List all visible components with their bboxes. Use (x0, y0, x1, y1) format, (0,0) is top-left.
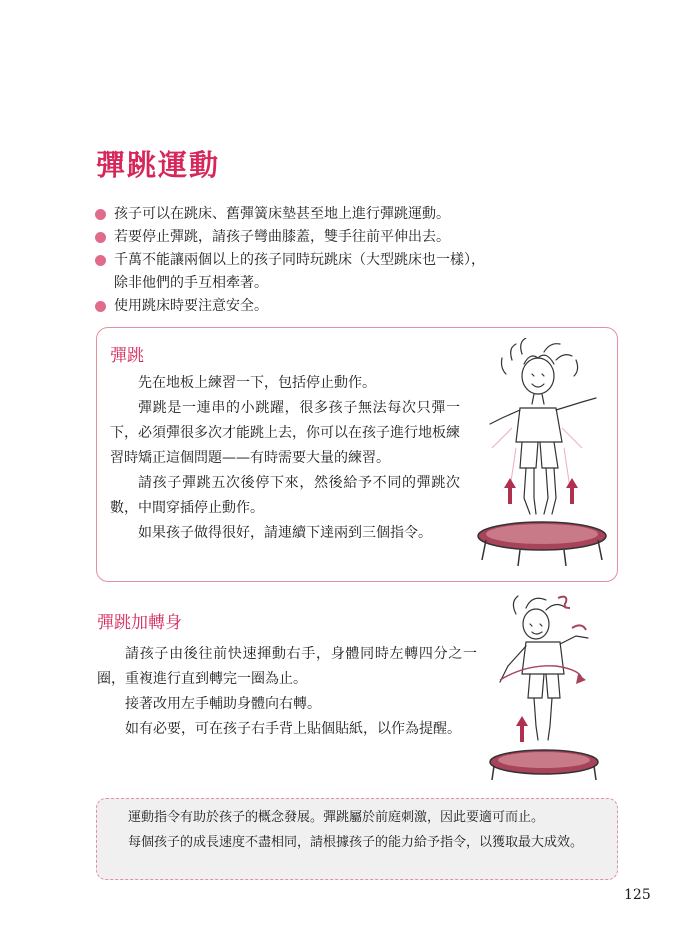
bullet-list (94, 203, 564, 318)
tip-note-text (128, 805, 598, 855)
section-title-bounce-turn: 彈跳加轉身 (97, 613, 182, 633)
bullet-dot-icon (95, 209, 106, 220)
child-trampoline-illustration (472, 338, 612, 570)
note-line: 運動指令有助於孩子的概念發展。彈跳屬於前庭刺激，因此要適可而止。 (128, 810, 545, 825)
page-number: 125 (624, 887, 651, 903)
bullet-dot-icon (95, 301, 106, 312)
section-title-bounce: 彈跳 (110, 346, 144, 366)
bullet-item: 使用跳床時要注意安全。 (94, 295, 564, 318)
section-body-bounce-turn (97, 642, 477, 742)
paragraph: 請孩子由後往前快速揮動右手，身體同時左轉四分之一圈，重複進行直到轉完一圈為止。 (97, 646, 477, 687)
bullet-item: 若要停止彈跳，請孩子彎曲膝蓋，雙手往前平伸出去。 (94, 226, 564, 249)
paragraph: 彈跳是一連串的小跳躍，很多孩子無法每次只彈一下，必須彈很多次才能跳上去，你可以在孩子進行地板練習時矯正這個問題——有時需要大量的練習。 (110, 400, 460, 466)
bullet-item: 孩子可以在跳床、舊彈簧床墊甚至地上進行彈跳運動。 (94, 203, 564, 226)
section-body-bounce (110, 371, 460, 546)
paragraph: 先在地板上練習一下，包括停止動作。 (138, 375, 376, 391)
note-line: 每個孩子的成長速度不盡相同，請根據孩子的能力給予指令，以獲取最大成效。 (128, 835, 584, 850)
bullet-dot-icon (95, 255, 106, 266)
page-title: 彈跳運動 (96, 148, 221, 182)
bullet-continuation: 除非他們的手互相牽著。 (114, 275, 268, 291)
paragraph: 請孩子彈跳五次後停下來，然後給予不同的彈跳次數，中間穿插停止動作。 (110, 475, 460, 516)
bullet-item: 千萬不能讓兩個以上的孩子同時玩跳床（大型跳床也一樣）， 除非他們的手互相牽著。 (94, 249, 564, 295)
paragraph: 如果孩子做得很好，請連續下達兩到三個指令。 (138, 525, 432, 541)
child-turning-illustration (486, 594, 606, 784)
bullet-dot-icon (95, 232, 106, 243)
paragraph: 接著改用左手輔助身體向右轉。 (125, 696, 321, 712)
bounce-turn-section (97, 608, 477, 742)
tip-note-box (96, 798, 618, 880)
paragraph: 如有必要，可在孩子右手背上貼個貼紙，以作為提醒。 (125, 721, 461, 737)
